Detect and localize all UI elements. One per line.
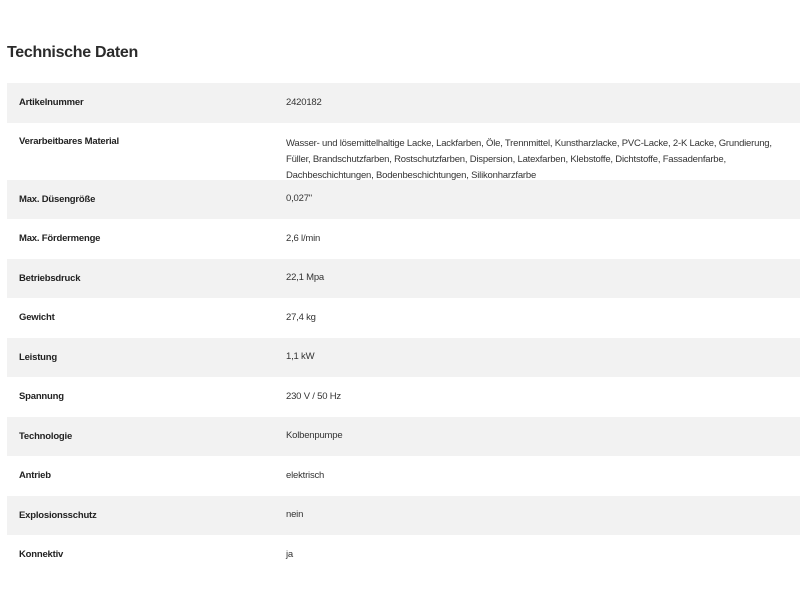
spec-row-foerdermenge [7, 219, 800, 259]
spec-row-duesengroesse [7, 180, 800, 220]
spec-row-antrieb [7, 456, 800, 496]
spec-label: Max. Fördermenge [19, 233, 101, 245]
section-title: Technische Daten [7, 44, 138, 61]
spec-row-gewicht [7, 298, 800, 338]
spec-row-technologie [7, 417, 800, 457]
spec-value: Wasser- und lösemittelhaltige Lacke, Lackfarben, Öle, Trennmittel, Kunstharzlacke, PVC-Lacke, 2-K Lacke, Grundierung, Füller, Brandschutzfarben, Rostschutzfarben, Dispersion, Latexfarben, Klebstoffe, Dichtstoffe, Fassadenfarbe, Dachbeschichtungen, Bodenbeschichtungen, Silikonharzfarbe [286, 137, 772, 181]
spec-value: 0,027" [286, 193, 312, 205]
spec-row-artikelnummer [7, 83, 800, 123]
spec-row-leistung [7, 338, 800, 378]
spec-label: Leistung [19, 351, 57, 363]
spec-label: Verarbeitbares Material [19, 135, 119, 147]
spec-value: 2,6 l/min [286, 232, 321, 244]
spec-label: Spannung [19, 391, 64, 403]
spec-value: 22,1 Mpa [286, 272, 325, 284]
spec-label: Technologie [19, 430, 73, 442]
spec-row-konnektiv [7, 535, 800, 575]
spec-row-spannung [7, 377, 800, 417]
spec-value: Kolbenpumpe [286, 430, 343, 442]
spec-label: Betriebsdruck [19, 272, 81, 284]
spec-row-explosionsschutz [7, 496, 800, 536]
spec-label: Antrieb [19, 470, 51, 482]
spec-value: 1,1 kW [286, 351, 315, 363]
spec-label: Gewicht [19, 312, 55, 324]
spec-label: Explosionsschutz [19, 509, 97, 521]
spec-label: Konnektiv [19, 549, 64, 561]
spec-label: Max. Düsengröße [19, 193, 96, 205]
spec-table [7, 83, 800, 575]
spec-label: Artikelnummer [19, 97, 84, 109]
spec-value: 27,4 kg [286, 311, 316, 323]
spec-value: ja [286, 548, 293, 560]
spec-row-material [7, 123, 800, 180]
spec-value: elektrisch [286, 469, 325, 481]
spec-value: nein [286, 509, 304, 521]
spec-value: 2420182 [286, 96, 322, 108]
spec-value: 230 V / 50 Hz [286, 390, 341, 402]
spec-row-betriebsdruck [7, 259, 800, 299]
